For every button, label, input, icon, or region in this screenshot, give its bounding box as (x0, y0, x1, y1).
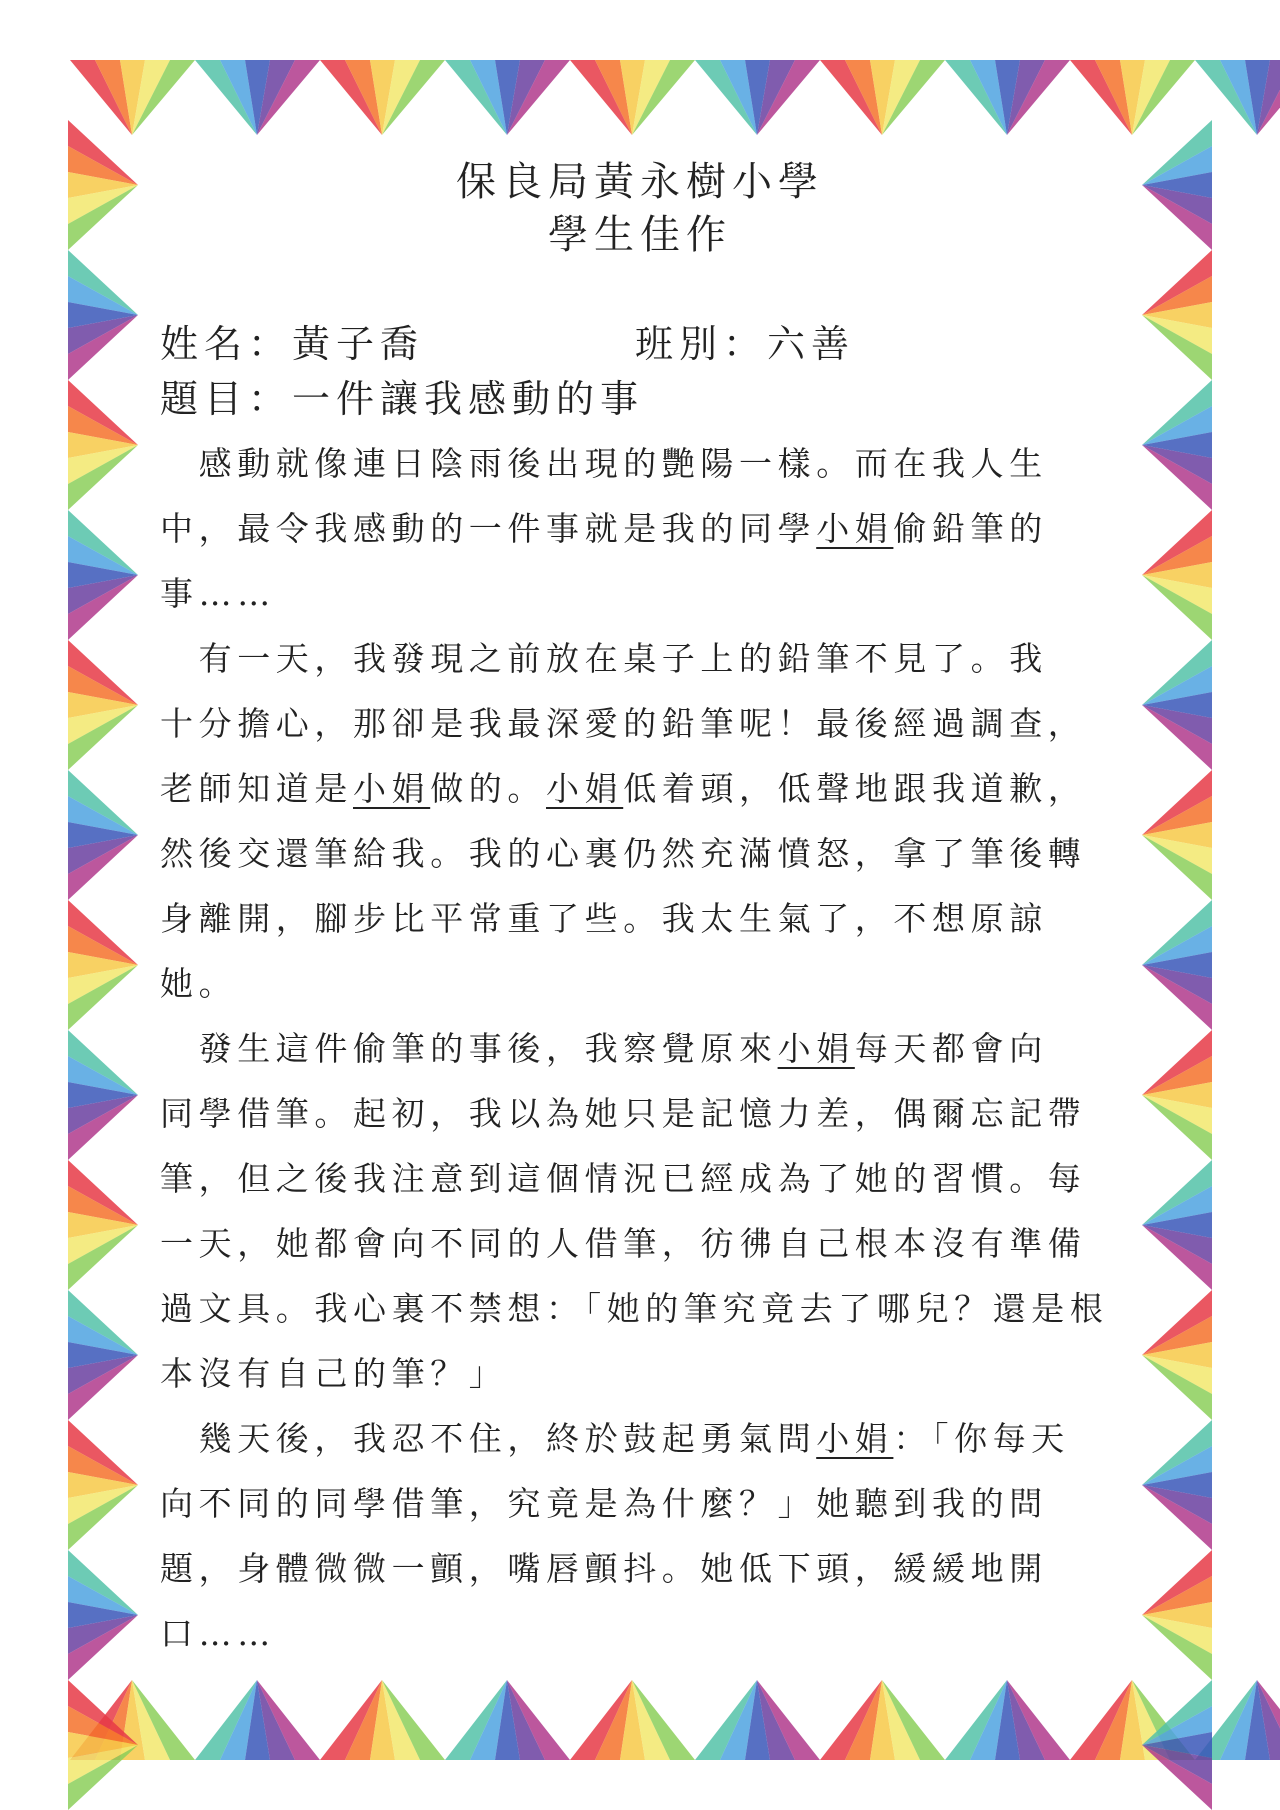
essay-text: 過文具。我心裏不禁想：「她的筆究竟去了哪兒？還是根 (160, 1289, 1109, 1328)
essay-text: 發生這件偷筆的事後，我察覺原來 (160, 1029, 778, 1068)
essay-text: 事…… (160, 574, 276, 613)
essay-text: 然後交還筆給我。我的心裏仍然充滿憤怒，拿了筆後轉 (160, 834, 1087, 873)
essay-text: 老師知道是 (160, 769, 353, 808)
essay-line (160, 633, 1048, 680)
essay-line (160, 1413, 1070, 1460)
essay-line (160, 1153, 1086, 1200)
underlined-name: 小娟 (816, 1419, 894, 1458)
essay-line (160, 1608, 276, 1655)
essay-text: 偷鉛筆的 (893, 509, 1048, 548)
essay-line (160, 828, 1086, 875)
essay-text: 身離開，腳步比平常重了些。我太生氣了，不想原諒 (160, 899, 1048, 938)
essay-text: 每天都會向 (854, 1029, 1048, 1068)
essay-text: 她。 (160, 964, 238, 1003)
essay-text: 題，身體微微一顫，嘴唇顫抖。她低下頭，緩緩地開 (160, 1549, 1048, 1588)
essay-text: 向不同的同學借筆，究竟是為什麼？」她聽到我的問 (160, 1484, 1048, 1523)
essay-text: 中，最令我感動的一件事就是我的同學 (160, 509, 817, 548)
essay-line (160, 698, 1086, 745)
essay-line (160, 1543, 1048, 1590)
essay-line (160, 763, 1086, 810)
essay-line (160, 958, 237, 1005)
essay-text: 幾天後，我忍不住，終於鼓起勇氣問 (160, 1419, 817, 1458)
underlined-name: 小娟 (546, 769, 624, 808)
essay-text: 同學借筆。起初，我以為她只是記憶力差，偶爾忘記帶 (160, 1094, 1087, 1133)
essay-line (160, 568, 276, 615)
underlined-name: 小娟 (816, 509, 894, 548)
essay-text: 低着頭，低聲地跟我道歉， (623, 769, 1087, 808)
essay-line (160, 1023, 1048, 1070)
essay-text: 感動就像連日陰雨後出現的艷陽一樣。而在我人生 (160, 444, 1048, 483)
underlined-name: 小娟 (777, 1029, 855, 1068)
underlined-name: 小娟 (353, 769, 431, 808)
essay-line (160, 1478, 1048, 1525)
essay-text: 有一天，我發現之前放在桌子上的鉛筆不見了。我 (160, 639, 1048, 678)
essay-text: 十分擔心，那卻是我最深愛的鉛筆呢！最後經過調查， (160, 704, 1087, 743)
essay-line (160, 1218, 1086, 1265)
essay-line (160, 503, 1048, 550)
essay-line (160, 893, 1048, 940)
school-title: 保良局黃永樹小學 (456, 159, 824, 205)
essay-line (160, 1283, 1109, 1330)
essay-text: 口…… (160, 1614, 276, 1653)
student-name: 姓名：黃子喬 (160, 322, 425, 366)
essay-line (160, 1348, 507, 1395)
essay-text: ：「你每天 (893, 1419, 1070, 1458)
essay-line (160, 1088, 1086, 1135)
student-class: 班別：六善 (635, 322, 856, 366)
page-subtitle: 學生佳作 (548, 212, 732, 258)
essay-text: 本沒有自己的筆？」 (160, 1354, 508, 1393)
essay-topic: 題目：一件讓我感動的事 (160, 377, 645, 421)
essay-text: 做的。 (430, 769, 547, 808)
essay-line (160, 438, 1048, 485)
essay-text: 筆，但之後我注意到這個情況已經成為了她的習慣。每 (160, 1159, 1087, 1198)
essay-text: 一天，她都會向不同的人借筆，彷彿自己根本沒有準備 (160, 1224, 1087, 1263)
